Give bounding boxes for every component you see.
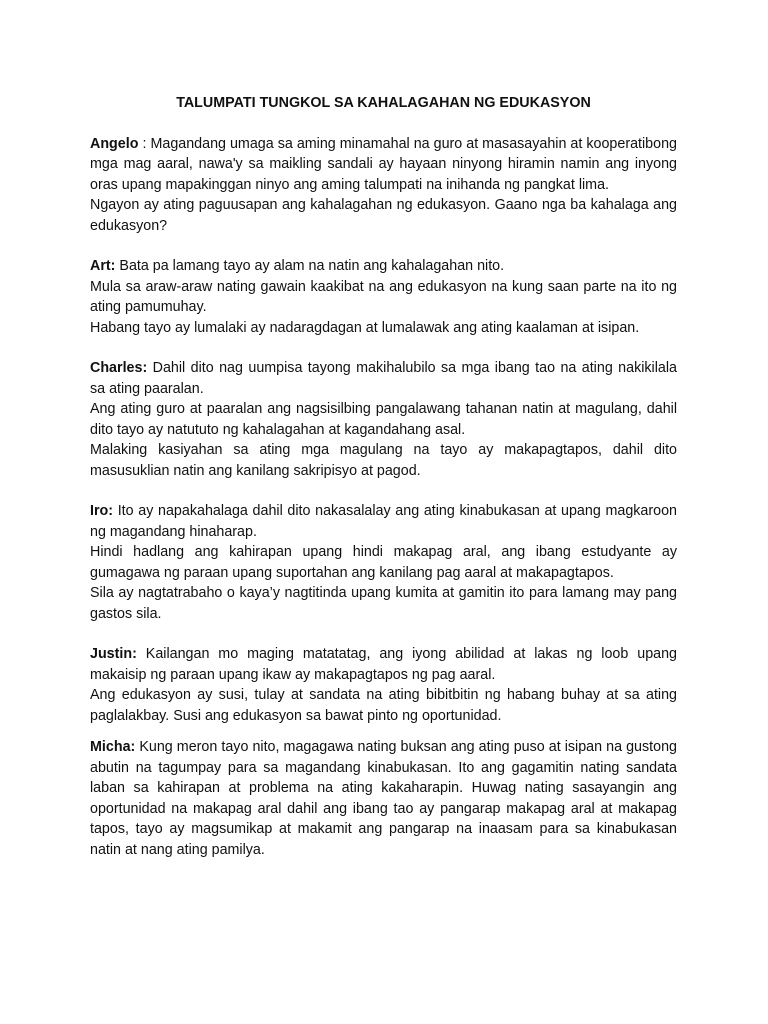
- paragraph-text: Dahil dito nag uumpisa tayong makihalubilo sa mga ibang tao na ating nakikilala sa ating paaralan.: [90, 360, 677, 397]
- speaker-name: Charles:: [90, 360, 148, 376]
- speech-paragraph: [90, 644, 677, 685]
- paragraph-text: Magandang umaga sa aming minamahal na guro at masasayahin at kooperatibong mga mag aaral, nawa'y sa maikling sandali ay hayaan ninyong hiramin namin ang inyong oras upang mapakinggan ninyo ang aming talumpati na inihanda ng pangkat lima.: [90, 135, 677, 193]
- speech-art: [90, 256, 677, 338]
- speech-justin: [90, 644, 677, 726]
- speech-paragraph: [90, 737, 677, 860]
- speech-paragraph: [90, 358, 677, 399]
- speech-angelo: [90, 134, 677, 237]
- speech-micha: [90, 737, 677, 860]
- paragraph-text: Bata pa lamang tayo ay alam na natin ang kahalagahan nito.: [119, 258, 505, 274]
- speaker-name: Angelo: [90, 135, 139, 152]
- speech-charles: [90, 358, 677, 481]
- speech-iro: [90, 501, 677, 624]
- speaker-name: Iro:: [90, 503, 114, 519]
- speech-paragraph: Sila ay nagtatrabaho o kaya’y nagtitinda upang kumita at gamitin ito para lamang may pang gastos sila.: [90, 585, 677, 622]
- speaker-name: Art:: [90, 258, 116, 274]
- speech-paragraph: [90, 501, 677, 542]
- paragraph-text: Kailangan mo maging matatatag, ang iyong abilidad at lakas ng loob upang makaisip ng paraan upang ikaw ay makapagtapos ng pag aaral.: [90, 646, 677, 683]
- speech-paragraph: Mula sa araw-araw nating gawain kaakibat na ang edukasyon na kung saan parte na ito ng ating pamumuhay.: [90, 278, 677, 315]
- speaker-separator: [137, 646, 146, 662]
- speech-paragraph: Hindi hadlang ang kahirapan upang hindi makapag aral, ang ibang estudyante ay gumagawa ng paraan upang suportahan ang kanilang pag aaral at makapagtapos.: [90, 544, 677, 581]
- speech-paragraph: Ngayon ay ating paguusapan ang kahalagahan ng edukasyon. Gaano nga ba kahalaga ang edukasyon?: [90, 197, 677, 234]
- paragraph-text: Kung meron tayo nito, magagawa nating buksan ang ating puso at isipan na gustong abutin na tagumpay para sa magandang kinabukasan. Ito ang gagamitin nating sandata laban sa kahirapan at problema na ating kakaharapin. Huwag nating sasayangin ang oportunidad na makapag aral dahil ang ibang tao ay pangarap makapag aral at makapag tapos, tayo ay magsumikap at makamit ang pangarap na inaasam para sa kinabukasan natin at nang ating pamilya.: [90, 739, 677, 858]
- document-title: TALUMPATI TUNGKOL SA KAHALAGAHAN NG EDUKASYON: [176, 95, 591, 111]
- speech-paragraph: Ang edukasyon ay susi, tulay at sandata na ating bibitbitin ng habang buhay at sa ating paglalakbay. Susi ang edukasyon sa bawat pinto ng oportunidad.: [90, 687, 677, 724]
- speech-paragraph: Habang tayo ay lumalaki ay nadaragdagan at lumalawak ang ating kaalaman at isipan.: [90, 319, 640, 336]
- speech-paragraph: Ang ating guro at paaralan ang nagsisilbing pangalawang tahanan natin at magulang, dahil dito tayo ay natututo ng kahalagahan at kagandahang asal.: [90, 401, 677, 438]
- speech-paragraph: Malaking kasiyahan sa ating mga magulang na tayo ay makapagtapos, dahil dito masusuklian natin ang kanilang sakripisyo at pagod.: [90, 442, 677, 479]
- speaker-name: Justin:: [90, 646, 137, 662]
- paragraph-text: Ito ay napakahalaga dahil dito nakasalalay ang ating kinabukasan at upang magkaroon ng magandang hinaharap.: [90, 503, 677, 540]
- speaker-separator: :: [138, 135, 151, 152]
- document-page: [90, 93, 677, 860]
- speech-paragraph: [90, 134, 677, 196]
- speaker-name: Micha:: [90, 739, 136, 755]
- speech-paragraph: [90, 256, 677, 277]
